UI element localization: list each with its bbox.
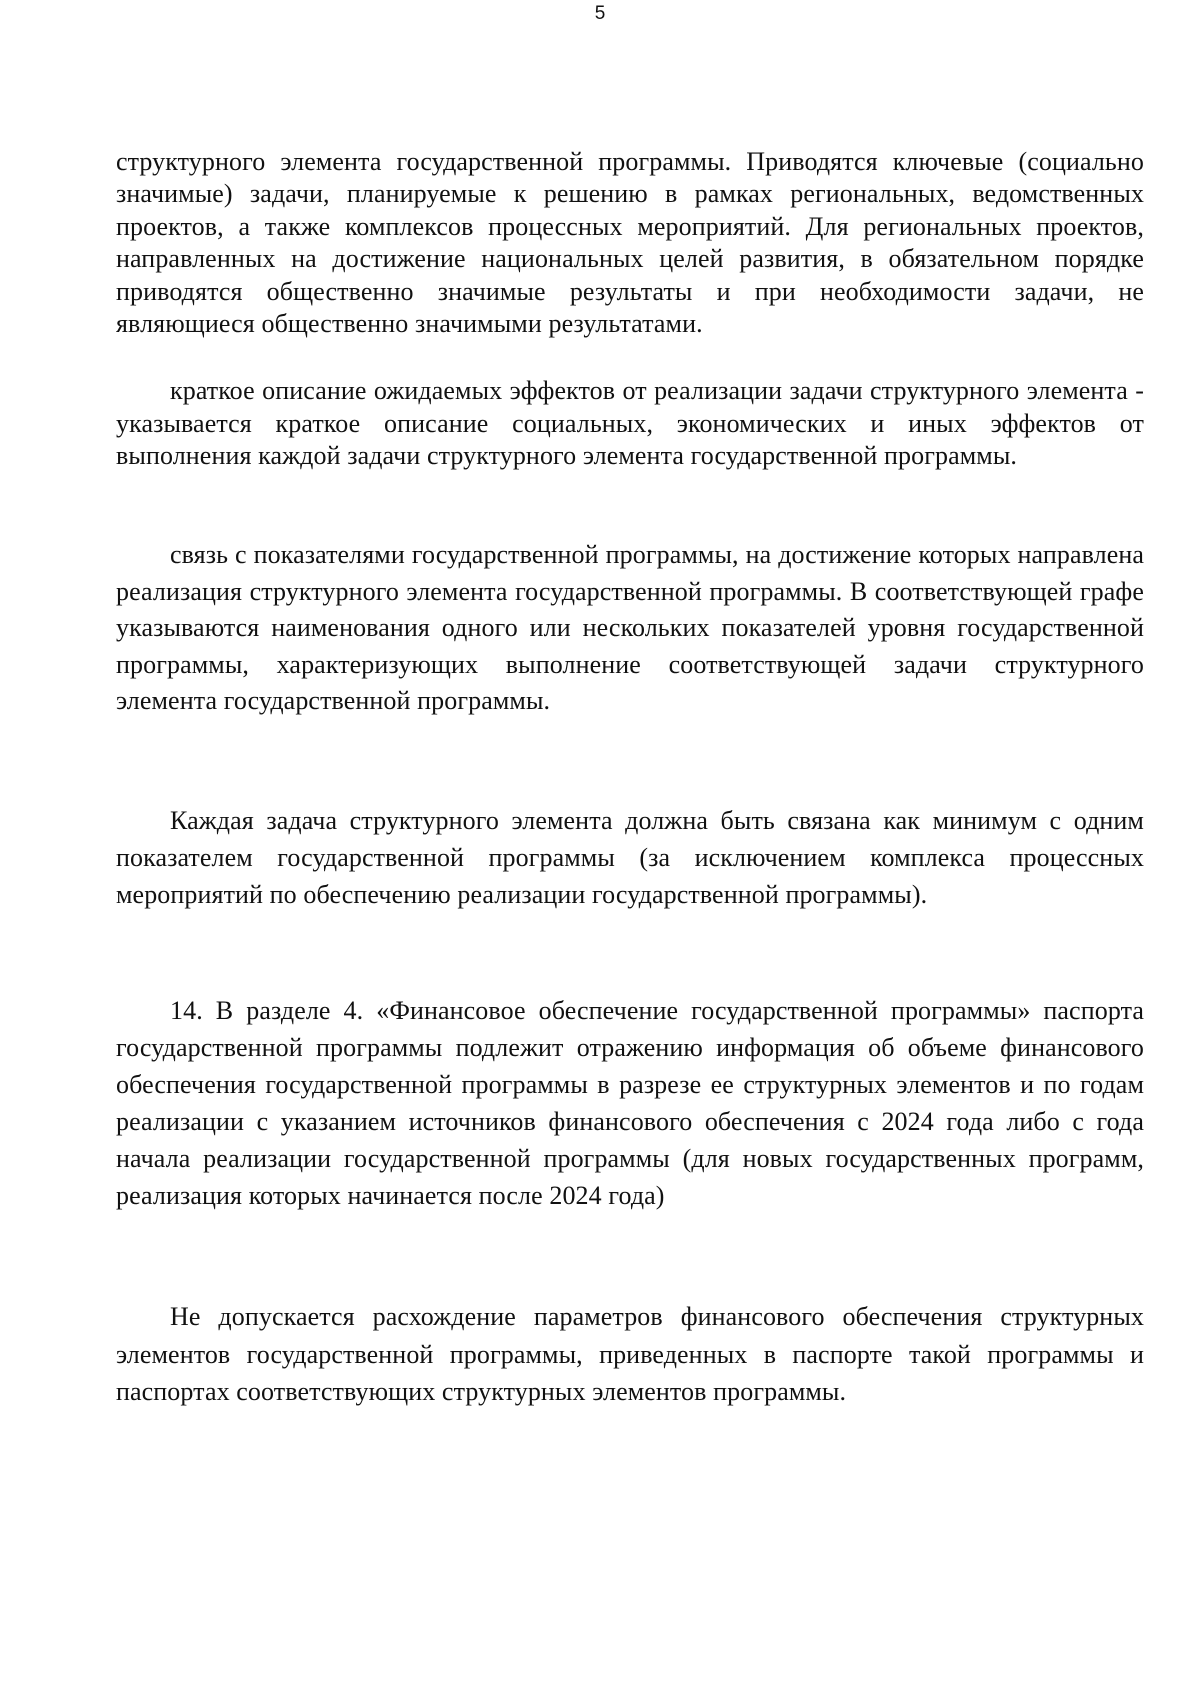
paragraph-structural-element-tasks: структурного элемента государственной программы. Приводятся ключевые (социально значимые) задачи, планируемые к решению в рамках региональных, ведомственных проектов, а также комплексов процессных мероприятий. Для региональных проектов, направленных на достижение национальных целей развития, в обязательном порядке приводятся общественно значимые результаты и при необходимости задачи, не являющиеся общественно значимыми результатами. [116, 147, 1144, 339]
paragraph-indicators-link: связь с показателями государственной программы, на достижение которых направлена реализация структурного элемента государственной программы. В соответствующей графе указываются наименования одного или нескольких показателей уровня государственной программы, характеризующих выполнение соответствующей задачи структурного элемента государственной программы. [116, 540, 1144, 715]
paragraph-financing-discrepancy: Не допускается расхождение параметров финансового обеспечения структурных элементов государственной программы, приведенных в паспорте такой программы и паспортах соответствующих структурных элементов программы. [116, 1302, 1144, 1406]
paragraph-task-indicator-requirement: Каждая задача структурного элемента должна быть связана как минимум с одним показателем государственной программы (за исключением комплекса процессных мероприятий по обеспечению реализации государственной программы). [116, 806, 1144, 909]
paragraph-expected-effects: краткое описание ожидаемых эффектов от реализации задачи структурного элемента - указывается краткое описание социальных, экономических и иных эффектов от выполнения каждой задачи структурного элемента государственной программы. [116, 376, 1144, 470]
paragraph-section-4-financing: 14. В разделе 4. «Финансовое обеспечение государственной программы» паспорта государственной программы подлежит отражению информация об объеме финансового обеспечения государственной программы в разрезе ее структурных элементов и по годам реализации с указанием источников финансового обеспечения с 2024 года либо с года начала реализации государственной программы (для новых государственных программ, реализация которых начинается после 2024 года) [116, 996, 1144, 1210]
page-number: 5 [594, 3, 606, 24]
